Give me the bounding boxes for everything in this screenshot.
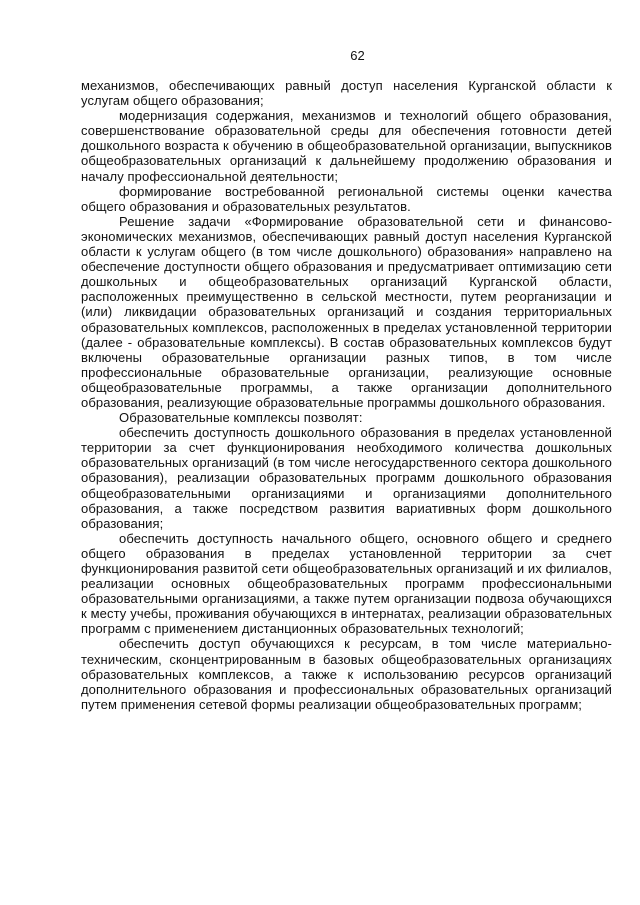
paragraph-2: модернизация содержания, механизмов и технологий общего образования, совершенствование образовательной среды для обеспечения готовности детей дошкольного возраста к обучению в общеобразовательной организации, выпускников общеобразовательных организаций к дальнейшему продолжению образования и началу профессиональной деятельности;: [81, 108, 612, 184]
paragraph-3: формирование востребованной региональной системы оценки качества общего образования и образовательных результатов.: [81, 183, 612, 214]
paragraph-6: обеспечить доступность дошкольного образования в пределах установленной территории за счет функционирования необходимого количества дошкольных образовательных организаций (в том числе негосударственного сектора дошкольного образования), реализации образовательных программ дошкольного образования общеобразовательными организациями и организациями дополнительного образования, а также посредством развития вариативных форм дошкольного образования;: [81, 425, 612, 531]
page-number: 62: [350, 48, 365, 63]
paragraph-7: обеспечить доступность начального общего, основного общего и среднего общего образования в пределах установленной территории за счет функционирования развитой сети общеобразовательных организаций и их филиалов, реализации основных общеобразовательных программ профессиональными образовательными организациями, а также путем организации подвоза обучающихся к месту учебы, проживания обучающихся в интернатах, реализации образовательных программ с применением дистанционных образовательных технологий;: [81, 530, 612, 637]
paragraph-5: Образовательные комплексы позволят:: [119, 410, 363, 426]
document-page: [81, 48, 612, 712]
body-text: [81, 78, 612, 712]
paragraph-4: Решение задачи «Формирование образовательной сети и финансово-экономических механизмов, обеспечивающих равный доступ населения Курганской области к услугам общего (в том числе дошкольного) образования» направлено на обеспечение доступности общего образования и предусматривает оптимизацию сети дошкольных и общеобразовательных организаций Курганской области, расположенных преимущественно в сельской местности, путем реорганизации и (или) ликвидации образовательных организаций и создания территориальных образовательных комплексов, расположенных в пределах установленной территории (далее - образовательные комплексы). В состав образовательных комплексов будут включены образовательные организации разных типов, в том числе профессиональные образовательные организации, реализующие основные общеобразовательные программы, а также организации дополнительного образования, реализующие образовательные программы дошкольного образования.: [81, 213, 612, 410]
paragraph-8: обеспечить доступ обучающихся к ресурсам, в том числе материально-техническим, сконцентрированным в базовых общеобразовательных организациях образовательных комплексов, а также к использованию ресурсов организаций дополнительного образования и профессиональных образовательных организаций путем применения сетевой формы реализации общеобразовательных программ;: [81, 636, 612, 712]
paragraph-1: механизмов, обеспечивающих равный доступ населения Курганской области к услугам общего образования;: [81, 78, 612, 109]
